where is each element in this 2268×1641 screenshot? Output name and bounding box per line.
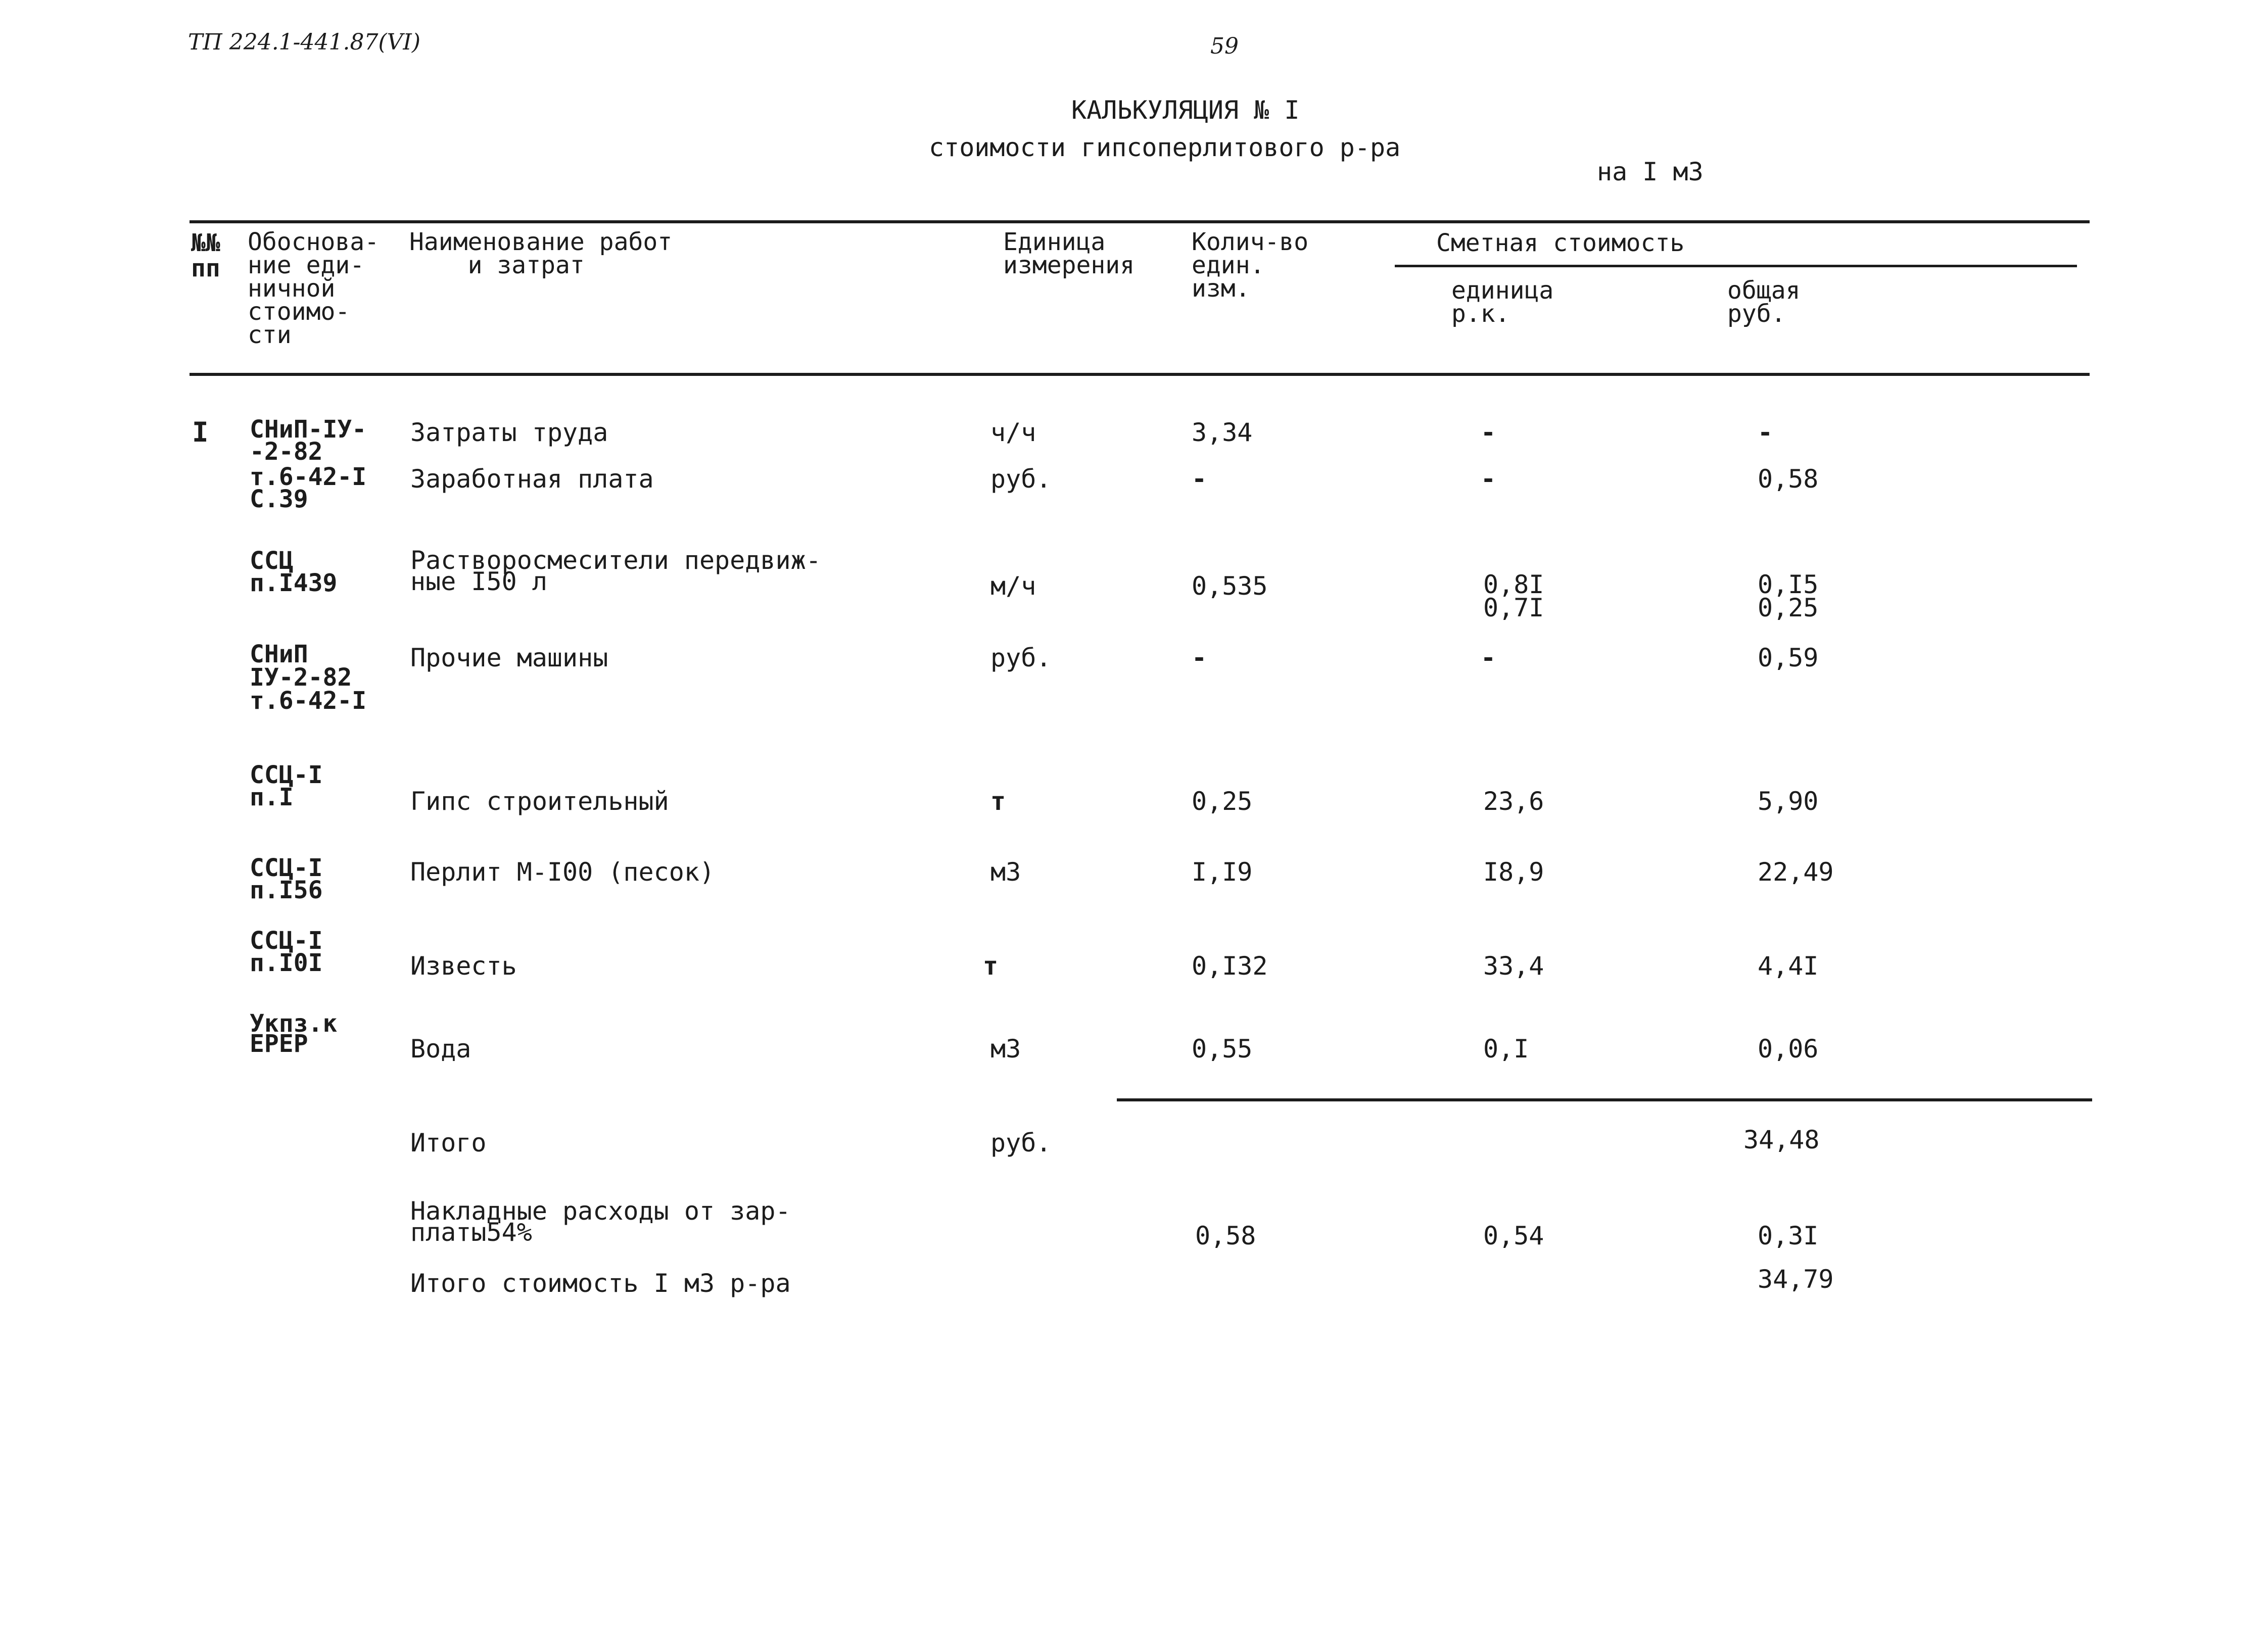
row-2-qty: - [1192, 464, 1207, 494]
row-1-total: - [1758, 418, 1773, 447]
row-3-qty: 0,535 [1192, 571, 1268, 601]
subtotal-rule [1117, 1098, 2092, 1101]
row-5-price: 23,6 [1483, 787, 1544, 816]
overhead-rate: 0,54 [1483, 1221, 1544, 1250]
row-8-price: 0,I [1483, 1034, 1529, 1064]
row-8-qty: 0,55 [1192, 1034, 1253, 1064]
document-code: ТП 224.1-441.87(VI) [188, 29, 420, 55]
page-number: 59 [1210, 33, 1239, 59]
row-7-name: Известь [410, 951, 517, 981]
header-basis: Обоснова- ние еди- ничной стоимо- сти [248, 228, 380, 349]
row-4-name: Прочие машины [410, 643, 608, 672]
row-8-basis: Укпз.к ЕРЕР [250, 1009, 338, 1058]
row-7-total: 4,4I [1758, 951, 1819, 981]
row-2-unit: руб. [990, 464, 1052, 494]
header-bottom-rule [190, 373, 2090, 376]
header-cost-total: общая руб. [1727, 276, 1801, 328]
cost-group-rule [1395, 265, 2077, 267]
subtotal-unit: руб. [990, 1128, 1052, 1157]
header-name: Наименование работ и затрат [409, 228, 673, 279]
grand-total-label: Итого стоимость I м3 р-ра [410, 1269, 791, 1298]
row-4-total: 0,59 [1758, 643, 1819, 672]
row-1-num: I [192, 416, 209, 448]
document-subtitle: стоимости гипсоперлитового р-ра [929, 133, 1401, 162]
row-1-qty: 3,34 [1192, 418, 1253, 447]
header-cost-unit: единица р.к. [1451, 276, 1554, 328]
row-2-price: - [1481, 464, 1496, 494]
row-4-basis: СНиП IУ-2-82 т.6-42-I [250, 640, 367, 715]
overhead-value: 0,3I [1758, 1221, 1819, 1250]
row-5-qty: 0,25 [1192, 787, 1253, 816]
row-7-qty: 0,I32 [1192, 951, 1268, 981]
row-6-unit: м3 [990, 857, 1021, 887]
row-1-unit: ч/ч [990, 418, 1036, 447]
overhead-label: Накладные расходы от зар- платы54% [410, 1196, 791, 1247]
row-6-price: I8,9 [1483, 857, 1544, 887]
row-7-price: 33,4 [1483, 951, 1544, 981]
row-3-basis: ССЦ п.I439 [250, 547, 338, 597]
row-4-price: - [1481, 643, 1496, 672]
header-num: №№ пп [191, 229, 220, 282]
row-5-total: 5,90 [1758, 787, 1819, 816]
document-title: КАЛЬКУЛЯЦИЯ № I [1071, 95, 1300, 125]
row-5-unit: т [990, 787, 1006, 816]
row-4-qty: - [1192, 643, 1207, 672]
table-top-rule [190, 220, 2090, 223]
row-6-basis: ССЦ-I п.I56 [250, 854, 323, 904]
row-1-name: Затраты труда [410, 418, 608, 447]
row-4-unit: руб. [990, 643, 1052, 672]
row-3-price: 0,8I 0,7I [1483, 570, 1544, 622]
row-7-basis: ССЦ-I п.I0I [250, 927, 323, 977]
grand-total-value: 34,79 [1758, 1265, 1834, 1294]
row-8-unit: м3 [990, 1034, 1021, 1064]
row-7-unit: т [983, 951, 999, 981]
row-3-name: Растворосмесители передвиж- ные I50 л [410, 546, 821, 596]
row-1-basis: СНиП-IУ- -2-82 [250, 415, 367, 466]
row-2-total: 0,58 [1758, 464, 1819, 494]
row-6-qty: I,I9 [1192, 857, 1253, 887]
row-1-price: - [1481, 418, 1496, 447]
row-8-name: Вода [410, 1034, 471, 1064]
row-6-total: 22,49 [1758, 857, 1834, 887]
row-3-total: 0,I5 0,25 [1758, 570, 1819, 622]
header-unit: Единица измерения [1003, 228, 1135, 279]
header-cost-group: Сметная стоимость [1436, 229, 1685, 257]
row-3-unit: м/ч [990, 571, 1036, 601]
row-2-name: Заработная плата [410, 464, 654, 494]
row-6-name: Перлит М-I00 (песок) [410, 857, 715, 887]
row-5-name: Гипс строительный [410, 787, 669, 816]
subtotal-label: Итого [410, 1128, 487, 1157]
row-8-total: 0,06 [1758, 1034, 1819, 1064]
overhead-qty: 0,58 [1195, 1221, 1256, 1250]
row-2-basis: т.6-42-I С.39 [250, 463, 367, 513]
subtotal-value: 34,48 [1743, 1125, 1820, 1154]
row-5-basis: ССЦ-I п.I [250, 761, 323, 811]
per-unit-note: на I м3 [1597, 157, 1704, 186]
header-qty: Колич-во един. изм. [1192, 228, 1309, 303]
